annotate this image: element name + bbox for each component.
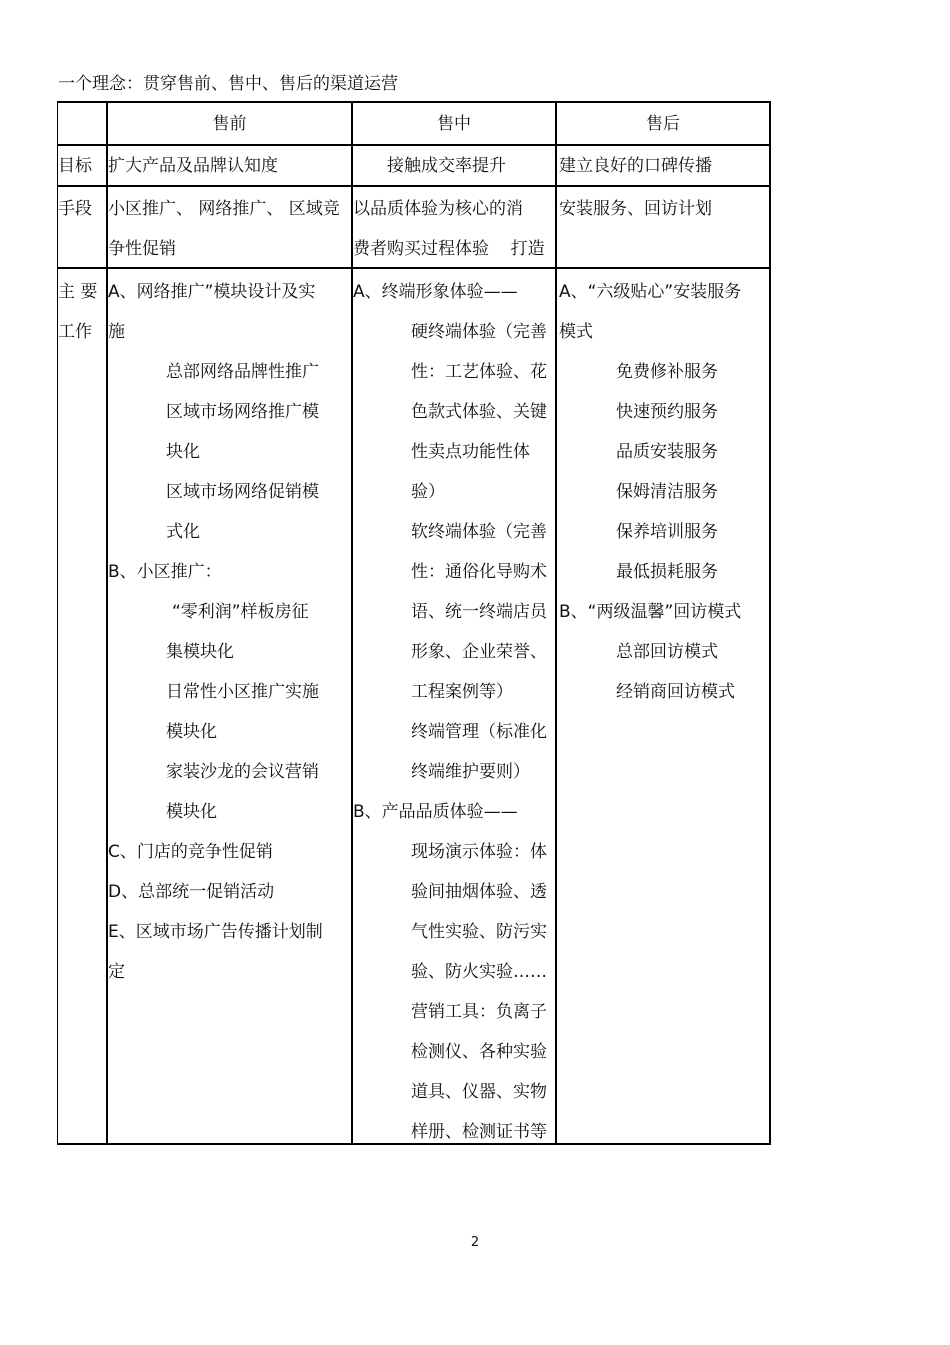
main-work-mid-line: A、终端形象体验—— xyxy=(353,282,518,302)
main-work-pre-line: 式化 xyxy=(166,522,200,542)
header-in-sale: 售中 xyxy=(437,114,471,134)
main-work-pre-line: 定 xyxy=(108,962,125,982)
main-work-pre-line: 家装沙龙的会议营销 xyxy=(166,762,319,782)
main-work-mid-line: 气性实验、防污实 xyxy=(411,922,547,942)
main-work-pre-line: 模块化 xyxy=(166,802,217,822)
main-work-pre-line: A、网络推广”模块设计及实 xyxy=(108,282,316,302)
main-work-post-line: 保姆清洁服务 xyxy=(616,482,718,502)
table-rule-means xyxy=(57,267,771,269)
main-work-mid-line: 性：工艺体验、花 xyxy=(411,362,547,382)
main-work-pre-line: 施 xyxy=(108,322,125,342)
main-work-pre-line: E、区域市场广告传播计划制 xyxy=(108,922,323,942)
main-work-post-line: 模式 xyxy=(559,322,593,342)
main-work-mid-line: 检测仪、各种实验 xyxy=(411,1042,547,1062)
row-label-main-work: 主 要 xyxy=(58,282,98,302)
main-work-mid-line: 验、防火实验…… xyxy=(411,962,547,982)
main-work-pre-line: “零利润”样板房征 xyxy=(172,602,309,622)
main-work-pre-line: 集模块化 xyxy=(166,642,234,662)
page-title: 一个理念：贯穿售前、售中、售后的渠道运营 xyxy=(58,74,398,94)
main-work-post-line: A、“六级贴心”安装服务 xyxy=(559,282,742,302)
main-work-mid-line: 色款式体验、关键 xyxy=(411,402,547,422)
main-work-mid-line: 现场演示体验：体 xyxy=(411,842,547,862)
main-work-pre-line: C、门店的竞争性促销 xyxy=(108,842,273,862)
main-work-post-line: 品质安装服务 xyxy=(616,442,718,462)
main-work-pre-line: B、小区推广： xyxy=(108,562,222,582)
main-work-post-line: 最低损耗服务 xyxy=(616,562,718,582)
main-work-post-line: 经销商回访模式 xyxy=(616,682,735,702)
main-work-mid-line: 验） xyxy=(411,482,445,502)
main-work-mid-line: 终端管理（标准化 xyxy=(411,722,547,742)
main-work-mid-line: 语、统一终端店员 xyxy=(411,602,547,622)
main-work-mid-line: 营销工具：负离子 xyxy=(411,1002,547,1022)
means-post-sale-line: 安装服务、回访计划 xyxy=(559,199,712,219)
means-pre-sale-line: 小区推广、 网络推广、 区域竞 xyxy=(108,199,340,219)
main-work-mid-line: B、产品品质体验—— xyxy=(353,802,518,822)
means-in-sale-line: 费者购买过程体验 打造 xyxy=(353,239,545,259)
main-work-pre-line: 块化 xyxy=(166,442,200,462)
row-label-main-work: 工作 xyxy=(58,322,92,342)
main-work-post-line: 保养培训服务 xyxy=(616,522,718,542)
main-work-mid-line: 验间抽烟体验、透 xyxy=(411,882,547,902)
main-work-mid-line: 性卖点功能性体 xyxy=(411,442,530,462)
main-work-mid-line: 样册、检测证书等 xyxy=(411,1122,547,1142)
main-work-post-line: B、“两级温馨”回访模式 xyxy=(559,602,742,622)
table-rule-left xyxy=(57,101,58,1145)
table-rule-goal xyxy=(57,185,771,187)
main-work-mid-line: 道具、仪器、实物 xyxy=(411,1082,547,1102)
main-work-post-line: 总部回访模式 xyxy=(616,642,718,662)
table-rule-top xyxy=(57,101,771,103)
table-rule-header xyxy=(57,144,771,146)
main-work-pre-line: 区域市场网络促销模 xyxy=(166,482,319,502)
main-work-mid-line: 形象、企业荣誉、 xyxy=(411,642,547,662)
goal-post-sale: 建立良好的口碑传播 xyxy=(559,156,712,176)
main-work-mid-line: 性：通俗化导购术 xyxy=(411,562,547,582)
page-number: 2 xyxy=(470,1235,480,1250)
means-in-sale-line: 以品质体验为核心的消 xyxy=(353,199,523,219)
main-work-pre-line: D、总部统一促销活动 xyxy=(108,882,275,902)
main-work-mid-line: 工程案例等） xyxy=(411,682,513,702)
table-rule-right xyxy=(769,101,771,1145)
header-pre-sale: 售前 xyxy=(212,114,247,134)
main-work-pre-line: 区域市场网络推广模 xyxy=(166,402,319,422)
goal-in-sale: 接触成交率提升 xyxy=(387,156,506,176)
main-work-mid-line: 软终端体验（完善 xyxy=(411,522,547,542)
main-work-mid-line: 终端维护要则） xyxy=(411,762,530,782)
main-work-pre-line: 日常性小区推广实施 xyxy=(166,682,319,702)
main-work-pre-line: 模块化 xyxy=(166,722,217,742)
row-label-means: 手段 xyxy=(58,199,92,219)
row-label-goal: 目标 xyxy=(58,156,92,176)
table-rule-col3 xyxy=(555,101,557,1145)
header-post-sale: 售后 xyxy=(646,114,680,134)
main-work-post-line: 快速预约服务 xyxy=(616,402,718,422)
goal-pre-sale: 扩大产品及品牌认知度 xyxy=(108,156,278,176)
main-work-post-line: 免费修补服务 xyxy=(616,362,718,382)
main-work-mid-line: 硬终端体验（完善 xyxy=(411,322,547,342)
main-work-pre-line: 总部网络品牌性推广 xyxy=(166,362,319,382)
means-pre-sale-line: 争性促销 xyxy=(108,239,176,259)
